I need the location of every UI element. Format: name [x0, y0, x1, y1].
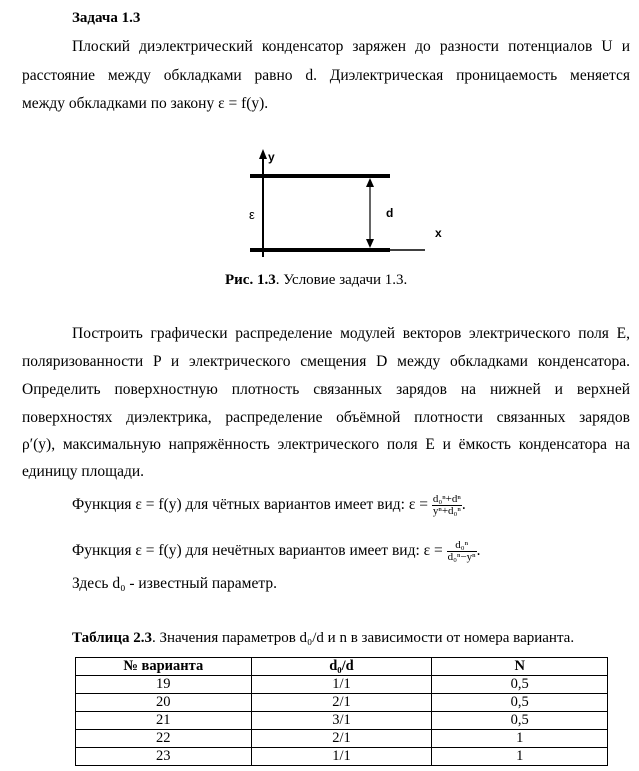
figure-caption-text: . Условие задачи 1.3.	[275, 272, 408, 288]
x-axis-label: x	[435, 226, 442, 240]
d-arrow-head-up	[366, 178, 374, 187]
table-caption	[72, 630, 574, 647]
epsilon-label: ε	[249, 207, 255, 222]
top-plate	[250, 174, 390, 178]
table-row	[76, 676, 608, 694]
y-axis-arrow	[259, 149, 267, 159]
para1-line1: Плоский диэлектрический конденсатор заряжен до разности потенциалов U и	[72, 38, 630, 55]
function-even-fraction	[432, 494, 462, 517]
cell-ratio: 1/1	[251, 748, 432, 766]
cell-variant: 23	[76, 748, 252, 766]
para2-line5: ρ′(y), максимальную напряжённость электрического поля E и ёмкость конденсатора на	[22, 436, 630, 453]
cell-variant: 19	[76, 676, 252, 694]
cell-n: 0,5	[432, 694, 608, 712]
figure-caption-bold: Рис. 1.3	[225, 272, 276, 288]
cell-variant: 22	[76, 730, 252, 748]
bottom-plate	[250, 248, 390, 252]
function-even-text: Функция ε = f(y) для чётных вариантов имеет вид: ε =	[72, 496, 428, 514]
function-odd-text: Функция ε = f(y) для нечётных вариантов имеет вид: ε =	[72, 542, 443, 560]
para2-line4: поверхностях диэлектрика, распределение объёмной плотности связанных зарядов	[22, 409, 630, 426]
para2-line6: единицу площади.	[22, 463, 145, 480]
para1-line3: между обкладками по закону ε = f(y).	[22, 95, 269, 112]
parameter-note: Здесь d₀ - известный параметр.	[72, 575, 277, 592]
cell-ratio: 2/1	[251, 694, 432, 712]
function-odd-denominator: d₀ⁿ−yⁿ	[447, 551, 476, 563]
task-title: Задача 1.3	[72, 10, 141, 26]
function-even-numerator: d₀ⁿ+dⁿ	[432, 493, 461, 505]
cell-n: 1	[432, 748, 608, 766]
table-row	[76, 730, 608, 748]
d-label: d	[386, 206, 394, 220]
header-ratio: d₀/d	[251, 658, 432, 676]
table-row	[76, 712, 608, 730]
para1-line2: расстояние между обкладками равно d. Диэлектрическая проницаемость меняется	[22, 67, 630, 84]
function-odd-numerator: d₀ⁿ	[447, 540, 477, 552]
function-odd: Функция ε = f(y) для нечётных вариантов имеет вид: ε = $\frac{\text{d₀ⁿ}}{\text{d₀ⁿ−yⁿ}}$ .	[72, 539, 481, 563]
header-n: N	[432, 658, 608, 676]
para2-line1: Построить графически распределение модулей векторов электрического поля E,	[72, 325, 630, 342]
para2-line3: Определить поверхностную плотность связанных зарядов на нижней и верхней	[22, 381, 630, 398]
cell-n: 1	[432, 730, 608, 748]
cell-ratio: 2/1	[251, 730, 432, 748]
function-odd-fraction	[447, 540, 477, 563]
parameters-table	[75, 657, 608, 766]
cell-ratio: 1/1	[251, 676, 432, 694]
para2-line2: поляризованности P и электрического смещения D между обкладками конденсатора.	[22, 353, 630, 370]
table-row	[76, 748, 608, 766]
table-row	[76, 694, 608, 712]
function-even-denominator: yⁿ+d₀ⁿ	[432, 505, 461, 517]
function-even: Функция ε = f(y) для чётных вариантов имеет вид: ε = $\frac{\text{d₀ⁿ+dⁿ}}{\text{yⁿ+d₀ⁿ}}$ .	[72, 493, 466, 517]
table-caption-text: . Значения параметров d₀/d и n в зависимости от номера варианта.	[151, 630, 575, 646]
table-header-row	[76, 658, 608, 676]
d-arrow-head-down	[366, 239, 374, 248]
cell-n: 0,5	[432, 712, 608, 730]
cell-ratio: 3/1	[251, 712, 432, 730]
figure-caption	[225, 272, 407, 289]
header-variant: № варианта	[76, 658, 252, 676]
y-axis-label: y	[268, 150, 275, 164]
table-caption-bold: Таблица 2.3	[72, 630, 152, 646]
cell-variant: 20	[76, 694, 252, 712]
cell-n: 0,5	[432, 676, 608, 694]
cell-variant: 21	[76, 712, 252, 730]
